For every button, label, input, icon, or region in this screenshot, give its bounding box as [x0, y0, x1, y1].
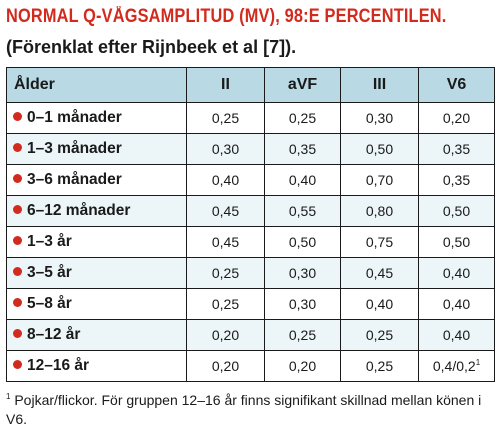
age-cell: [7, 196, 187, 227]
age-label: 12–16 år: [27, 357, 90, 374]
value-cell-iii: 0,45: [341, 258, 419, 289]
value-cell-v6: 0,40: [419, 320, 495, 351]
table-row: [7, 134, 495, 165]
value-cell-avf: 0,55: [265, 196, 341, 227]
table-row: [7, 196, 495, 227]
footnote-marker: 1: [475, 358, 481, 367]
value-cell-ii: 0,25: [187, 258, 265, 289]
value-cell-iii: 0,75: [341, 227, 419, 258]
value-cell-iii: 0,25: [341, 351, 419, 382]
value-cell-v6: 0,20: [419, 103, 495, 134]
age-label: 5–8 år: [27, 295, 72, 312]
table-row: [7, 258, 495, 289]
table-row: [7, 165, 495, 196]
value-cell-ii: 0,45: [187, 196, 265, 227]
bullet-dot-icon: [13, 205, 22, 214]
table-row: [7, 103, 495, 134]
age-label: 1–3 månader: [27, 140, 122, 157]
bullet-dot-icon: [13, 143, 22, 152]
table-row: [7, 227, 495, 258]
age-cell: [7, 134, 187, 165]
value-cell-v6: 0,40: [419, 289, 495, 320]
header-ii: II: [187, 68, 265, 103]
age-cell: [7, 320, 187, 351]
value-cell-ii: 0,25: [187, 289, 265, 320]
table-row: [7, 320, 495, 351]
table-row: [7, 351, 495, 382]
table-header-row: [7, 68, 495, 103]
bullet-dot-icon: [13, 298, 22, 307]
bullet-dot-icon: [13, 267, 22, 276]
value-cell-ii: 0,25: [187, 103, 265, 134]
age-cell: [7, 165, 187, 196]
age-label: 1–3 år: [27, 233, 72, 250]
age-cell: [7, 103, 187, 134]
value-cell-iii: 0,30: [341, 103, 419, 134]
footnote: [6, 387, 496, 429]
value-cell-iii: 0,25: [341, 320, 419, 351]
figure-title: NORMAL Q-VÅGSAMPLITUD (MV), 98:E PERCENTILEN.: [6, 6, 447, 27]
bullet-dot-icon: [13, 112, 22, 121]
value-cell-avf: 0,35: [265, 134, 341, 165]
value-cell-avf: 0,40: [265, 165, 341, 196]
header-avf: aVF: [265, 68, 341, 103]
bullet-dot-icon: [13, 329, 22, 338]
value-cell-ii: 0,45: [187, 227, 265, 258]
value-cell-iii: 0,80: [341, 196, 419, 227]
table-row: [7, 289, 495, 320]
value-cell-ii: 0,40: [187, 165, 265, 196]
header-age: Ålder: [7, 68, 187, 103]
value-cell-avf: 0,30: [265, 289, 341, 320]
value-cell-iii: 0,70: [341, 165, 419, 196]
footnote-marker: 1: [6, 392, 11, 401]
age-cell: [7, 227, 187, 258]
value-cell-iii: 0,50: [341, 134, 419, 165]
value-cell-avf: 0,20: [265, 351, 341, 382]
value-cell-v6: [419, 351, 495, 382]
bullet-dot-icon: [13, 360, 22, 369]
value-cell-v6: 0,50: [419, 227, 495, 258]
value-cell-avf: 0,50: [265, 227, 341, 258]
value-cell-ii: 0,20: [187, 320, 265, 351]
age-cell: [7, 258, 187, 289]
value-cell-ii: 0,20: [187, 351, 265, 382]
value-cell-v6: 0,50: [419, 196, 495, 227]
value-cell-avf: 0,30: [265, 258, 341, 289]
value-cell-v6: 0,40: [419, 258, 495, 289]
age-label: 8–12 år: [27, 326, 81, 343]
footnote-text: Pojkar/flickor. För gruppen 12–16 år finns signifikant skillnad mellan könen i V6.: [6, 392, 482, 427]
bullet-dot-icon: [13, 174, 22, 183]
age-cell: [7, 351, 187, 382]
age-label: 3–6 månader: [27, 171, 122, 188]
value-cell-ii: 0,30: [187, 134, 265, 165]
value-cell-v6: 0,35: [419, 165, 495, 196]
age-label: 0–1 månader: [27, 109, 122, 126]
figure-subtitle: (Förenklat efter Rijnbeek et al [7]).: [6, 37, 297, 57]
q-wave-table: [6, 67, 495, 382]
age-label: 3–5 år: [27, 264, 72, 281]
age-cell: [7, 289, 187, 320]
value-text: 0,4/0,2: [432, 358, 476, 374]
bullet-dot-icon: [13, 236, 22, 245]
value-cell-iii: 0,40: [341, 289, 419, 320]
value-cell-avf: 0,25: [265, 320, 341, 351]
value-cell-avf: 0,25: [265, 103, 341, 134]
value-cell-v6: 0,35: [419, 134, 495, 165]
header-v6: V6: [419, 68, 495, 103]
age-label: 6–12 månader: [27, 202, 131, 219]
header-iii: III: [341, 68, 419, 103]
